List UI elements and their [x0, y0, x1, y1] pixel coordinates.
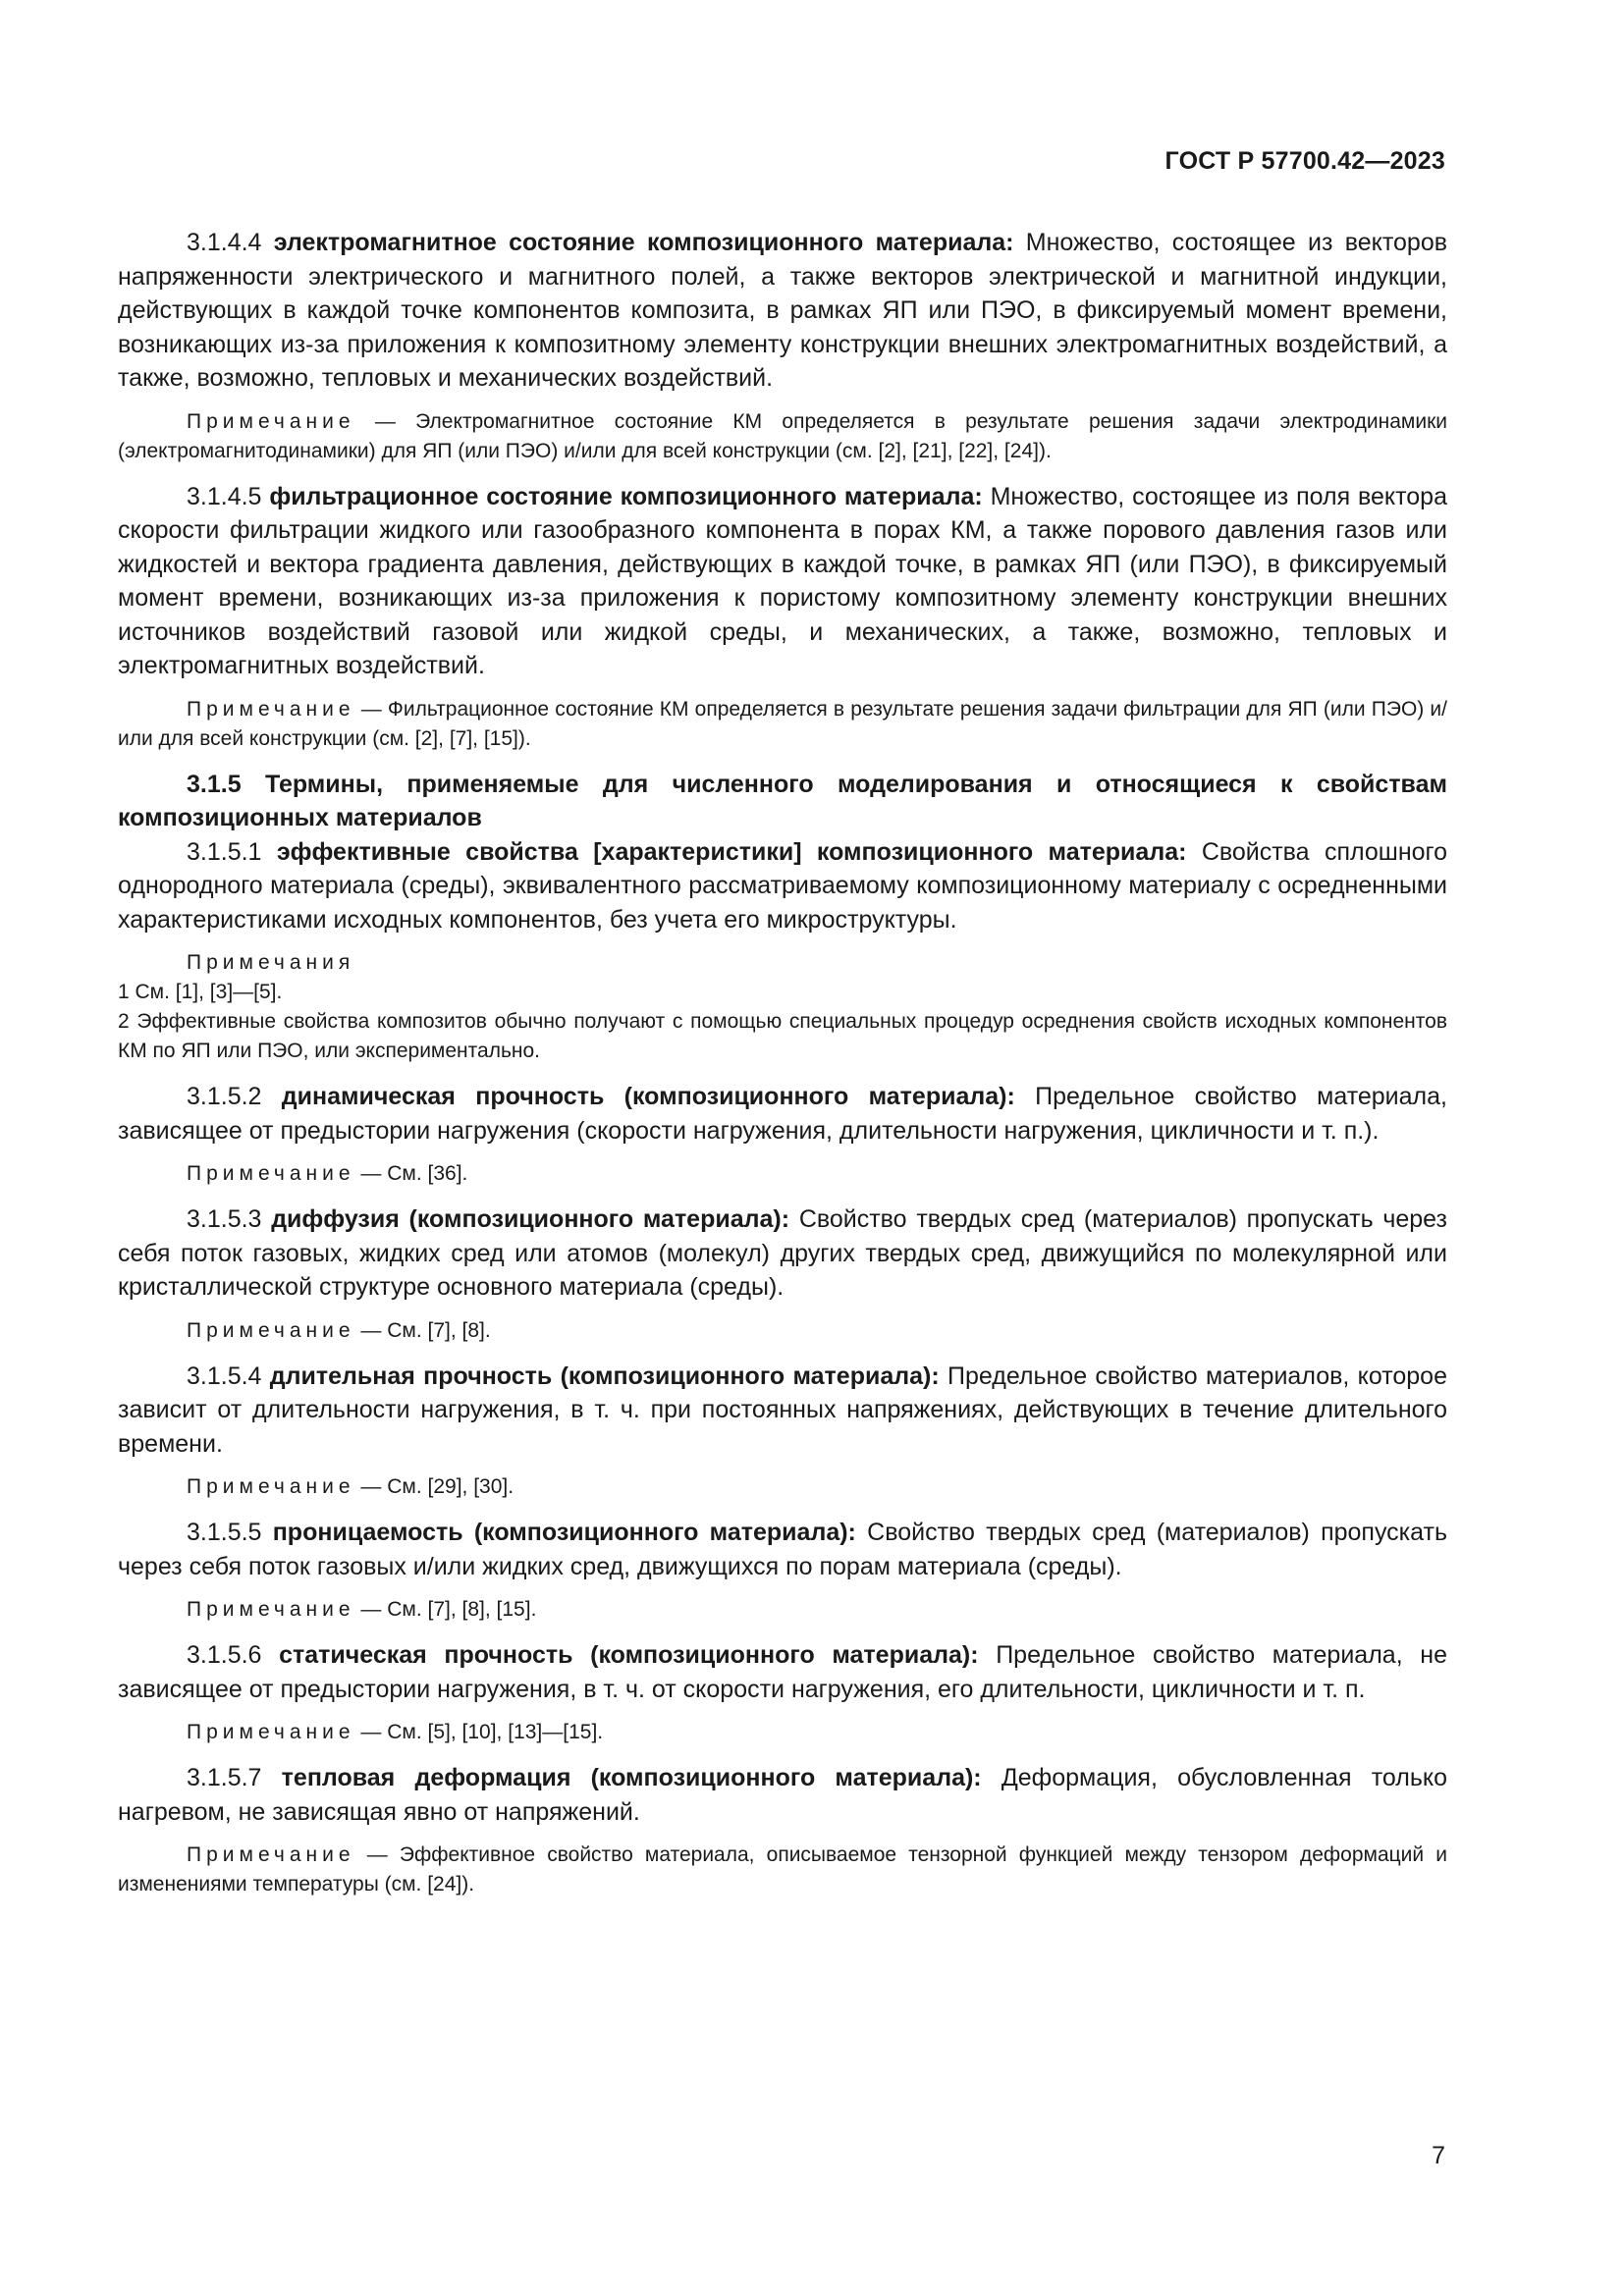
- note-text: — См. [36].: [360, 1162, 468, 1185]
- note-label: Примечание: [187, 409, 355, 433]
- note-text: — Эффективное свойство материала, описываемое тензорной функцией между тензором деформаций и изменениями температуры (см. [24]).: [118, 1843, 1447, 1896]
- note-text: — См. [5], [10], [13]—[15].: [360, 1721, 604, 1743]
- note-item: 1 См. [1], [3]—[5].: [118, 981, 283, 1003]
- term-note: [118, 1472, 1447, 1502]
- term-entry: [118, 226, 1447, 396]
- term-number: 3.1.5.3: [187, 1205, 262, 1233]
- term-title: динамическая прочность (композиционного материала):: [281, 1083, 1015, 1110]
- term-entry: [118, 1516, 1447, 1583]
- note-label: Примечание: [187, 697, 355, 721]
- term-definition: Свойство твердых сред (материалов) пропускать через себя поток газовых и/или жидких сред, движущихся по порам материала (среды).: [118, 1519, 1447, 1580]
- term-note: [118, 1595, 1447, 1625]
- note-item: 2 Эффективные свойства композитов обычно получают с помощью специальных процедур осреднения свойств исходных компонентов КМ по ЯП или ПЭО, или экспериментально.: [118, 1010, 1447, 1062]
- term-entry: [118, 1761, 1447, 1829]
- term-number: 3.1.4.4: [187, 229, 262, 256]
- note-text: — См. [7], [8].: [360, 1318, 491, 1342]
- term-definition: Предельное свойство материала, зависящее от предыстории нагружения (скорости нагружения, длительности нагружения, цикличности и т. п.).: [118, 1083, 1447, 1145]
- term-definition: Свойства сплошного однородного материала (среды), эквивалентного рассматриваемому композиционному материалу с осредненными характеристиками исходных компонентов, без учета его микроструктуры.: [118, 837, 1448, 934]
- term-title: фильтрационное состояние композиционного материала:: [269, 482, 983, 510]
- term-definition: Предельное свойство материала, не зависящее от предыстории нагружения, в т. ч. от скорости нагружения, его длительности, цикличности и т. п.: [118, 1641, 1447, 1703]
- term-number: 3.1.5.6: [187, 1641, 262, 1669]
- term-number: 3.1.5.2: [187, 1083, 262, 1110]
- note-label: Примечание: [187, 1598, 355, 1621]
- term-entry: [118, 835, 1447, 937]
- term-title: диффузия (композиционного материала):: [271, 1205, 790, 1233]
- note-text: — Фильтрационное состояние КМ определяется в результате решения задачи фильтрации для ЯП (или ПЭО) и/или для всей конструкции (см. [2], [7], [15]).: [118, 697, 1447, 750]
- term-note: [118, 1718, 1447, 1747]
- note-text: — Электромагнитное состояние КМ определяется в результате решения задачи электродинамики (электромагнитодинамики) для ЯП (или ПЭО) и/или для всей конструкции (см. [2], [21], [22], [24]).: [118, 409, 1448, 462]
- term-definition: Множество, состоящее из векторов напряженности электрического и магнитного полей, а также векторов электрической и магнитной индукции, действующих в каждой точке компонентов композита, в рамках ЯП или ПЭО, в фиксируемый момент времени, возникающих из-за приложения к композитному элементу конструкции внешних электромагнитных воздействий, а также, возможно, тепловых и механических воздействий.: [118, 229, 1447, 392]
- term-number: 3.1.5.7: [187, 1764, 262, 1791]
- page-number: 7: [1432, 2142, 1445, 2169]
- term-notes: [118, 948, 1447, 1066]
- term-number: 3.1.5.5: [187, 1519, 262, 1546]
- term-title: статическая прочность (композиционного материала):: [279, 1641, 979, 1669]
- term-entry: [118, 1638, 1447, 1706]
- standard-designation: ГОСТ Р 57700.42—2023: [1164, 147, 1445, 175]
- notes-label: Примечания: [187, 951, 355, 974]
- term-number: 3.1.5.1: [187, 837, 262, 866]
- term-note: [118, 407, 1447, 466]
- term-title: длительная прочность (композиционного материала):: [269, 1362, 940, 1390]
- term-note: [118, 1841, 1447, 1899]
- note-label: Примечание: [187, 1843, 355, 1866]
- term-definition: Предельное свойство материалов, которое зависит от длительности нагружения, в т. ч. при постоянных напряжениях, действующих в течение длительного времени.: [118, 1362, 1447, 1458]
- note-text: — См. [29], [30].: [360, 1475, 514, 1498]
- term-note: [118, 695, 1447, 754]
- term-title: проницаемость (композиционного материала):: [272, 1519, 856, 1546]
- term-entry: [118, 1360, 1447, 1462]
- term-number: 3.1.4.5: [187, 482, 262, 510]
- term-note: [118, 1316, 1447, 1346]
- term-title: электромагнитное состояние композиционного материала:: [273, 229, 1014, 256]
- term-title: эффективные свойства [характеристики] композиционного материала:: [276, 837, 1187, 866]
- note-text: — См. [7], [8], [15].: [360, 1598, 537, 1621]
- note-label: Примечание: [187, 1318, 355, 1342]
- term-entry: [118, 1202, 1447, 1305]
- document-body: [118, 226, 1447, 1913]
- term-title: тепловая деформация (композиционного материала):: [281, 1764, 982, 1791]
- term-number: 3.1.5.4: [187, 1362, 262, 1390]
- section-heading: 3.1.5 Термины, применяемые для численного моделирования и относящиеся к свойствам композиционных материалов: [118, 770, 1447, 831]
- term-definition: Деформация, обусловленная только нагревом, не зависящая явно от напряжений.: [118, 1764, 1448, 1826]
- note-label: Примечание: [187, 1475, 355, 1498]
- term-entry: [118, 1080, 1447, 1148]
- term-note: [118, 1159, 1447, 1189]
- term-definition: Множество, состоящее из поля вектора скорости фильтрации жидкого или газообразного компонента в порах КМ, а также порового давления газов или жидкостей и вектора градиента давления, действующих в каждой точке, в рамках ЯП (или ПЭО), в фиксируемый момент времени, возникающих из-за приложения к пористому композитному элементу конструкции внешних источников воздействий газовой или жидкой среды, и механических, а также, возможно, тепловых и электромагнитных воздействий.: [118, 482, 1447, 679]
- note-label: Примечание: [187, 1162, 355, 1185]
- term-definition: Свойство твердых сред (материалов) пропускать через себя поток газовых, жидких сред или атомов (молекул) других твердых сред, движущийся по молекулярной или кристаллической структуре основного материала (среды).: [118, 1205, 1447, 1301]
- term-entry: [118, 480, 1447, 683]
- note-label: Примечание: [187, 1721, 355, 1743]
